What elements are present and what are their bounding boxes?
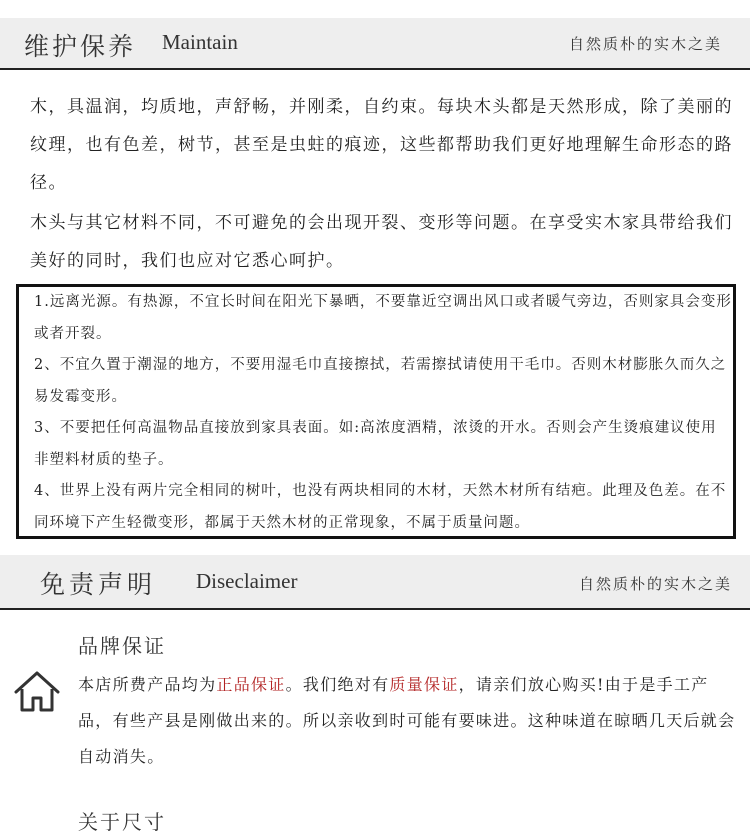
disclaimer-title-cn: 免责声明 <box>40 570 157 599</box>
disclaimer-header-band <box>0 555 750 610</box>
care-notice-item: 2、不宜久置于潮湿的地方，不要用湿毛巾直接擦拭，若需擦拭请使用干毛巾。否则木材膨胀久而久之易发霉变形。 <box>34 357 727 405</box>
intro-paragraph-1: 木，具温润，均质地，声舒畅，并刚柔，自约束。每块木头都是天然形成，除了美丽的纹理，也有色差，树节，甚至是虫蛀的痕迹，这些都帮助我们更好地理解生命形态的路径。 <box>30 97 733 193</box>
quality-guarantee-highlight: 质量保证 <box>389 675 459 694</box>
care-notice-item: 4、世界上没有两片完全相同的树叶，也没有两块相同的木材，天然木材所有结疤。此理及色差。在不同环境下产生轻微变形，都属于天然木材的正常现象，不属于质量问题。 <box>34 483 727 531</box>
care-notice-box <box>16 284 736 539</box>
home-icon <box>13 668 61 714</box>
brand-guarantee-heading: 品牌保证 <box>78 634 166 658</box>
maintain-header-band <box>0 18 750 70</box>
genuine-guarantee-highlight: 正品保证 <box>216 675 286 694</box>
intro-paragraph-2: 木头与其它材料不同，不可避免的会出现开裂、变形等问题。在享受实木家具带给我们美好的同时，我们也应对它悉心呵护。 <box>30 213 733 271</box>
care-notice-item: 3、不要把任何高温物品直接放到家具表面。如:高浓度酒精，浓烫的开水。否则会产生烫痕建议使用非塑料材质的垫子。 <box>34 420 717 468</box>
brand-text-part: 。我们绝对有 <box>285 675 390 694</box>
disclaimer-tagline: 自然质朴的实木之美 <box>578 575 732 593</box>
care-notice-item: 1.远离光源。有热源，不宜长时间在阳光下暴晒，不要靠近空调出风口或者暖气旁边，否则家具会变形或者开裂。 <box>34 294 732 342</box>
disclaimer-title-en: Diseclaimer <box>196 569 298 593</box>
maintain-title-en: Maintain <box>162 30 238 54</box>
maintain-title-cn: 维护保养 <box>24 32 137 61</box>
brand-text-part: ，请亲们放心购买!由于是手工产品，有些产县是刚做出来的。所以亲收到时可能有要味进。这种味道在晾晒几天后就会自动消失。 <box>78 675 736 766</box>
maintain-tagline: 自然质朴的实木之美 <box>568 35 722 53</box>
brand-text-part: 本店所费产品均为 <box>78 675 217 694</box>
brand-guarantee-text <box>78 667 742 775</box>
size-heading: 关于尺寸 <box>78 810 166 834</box>
